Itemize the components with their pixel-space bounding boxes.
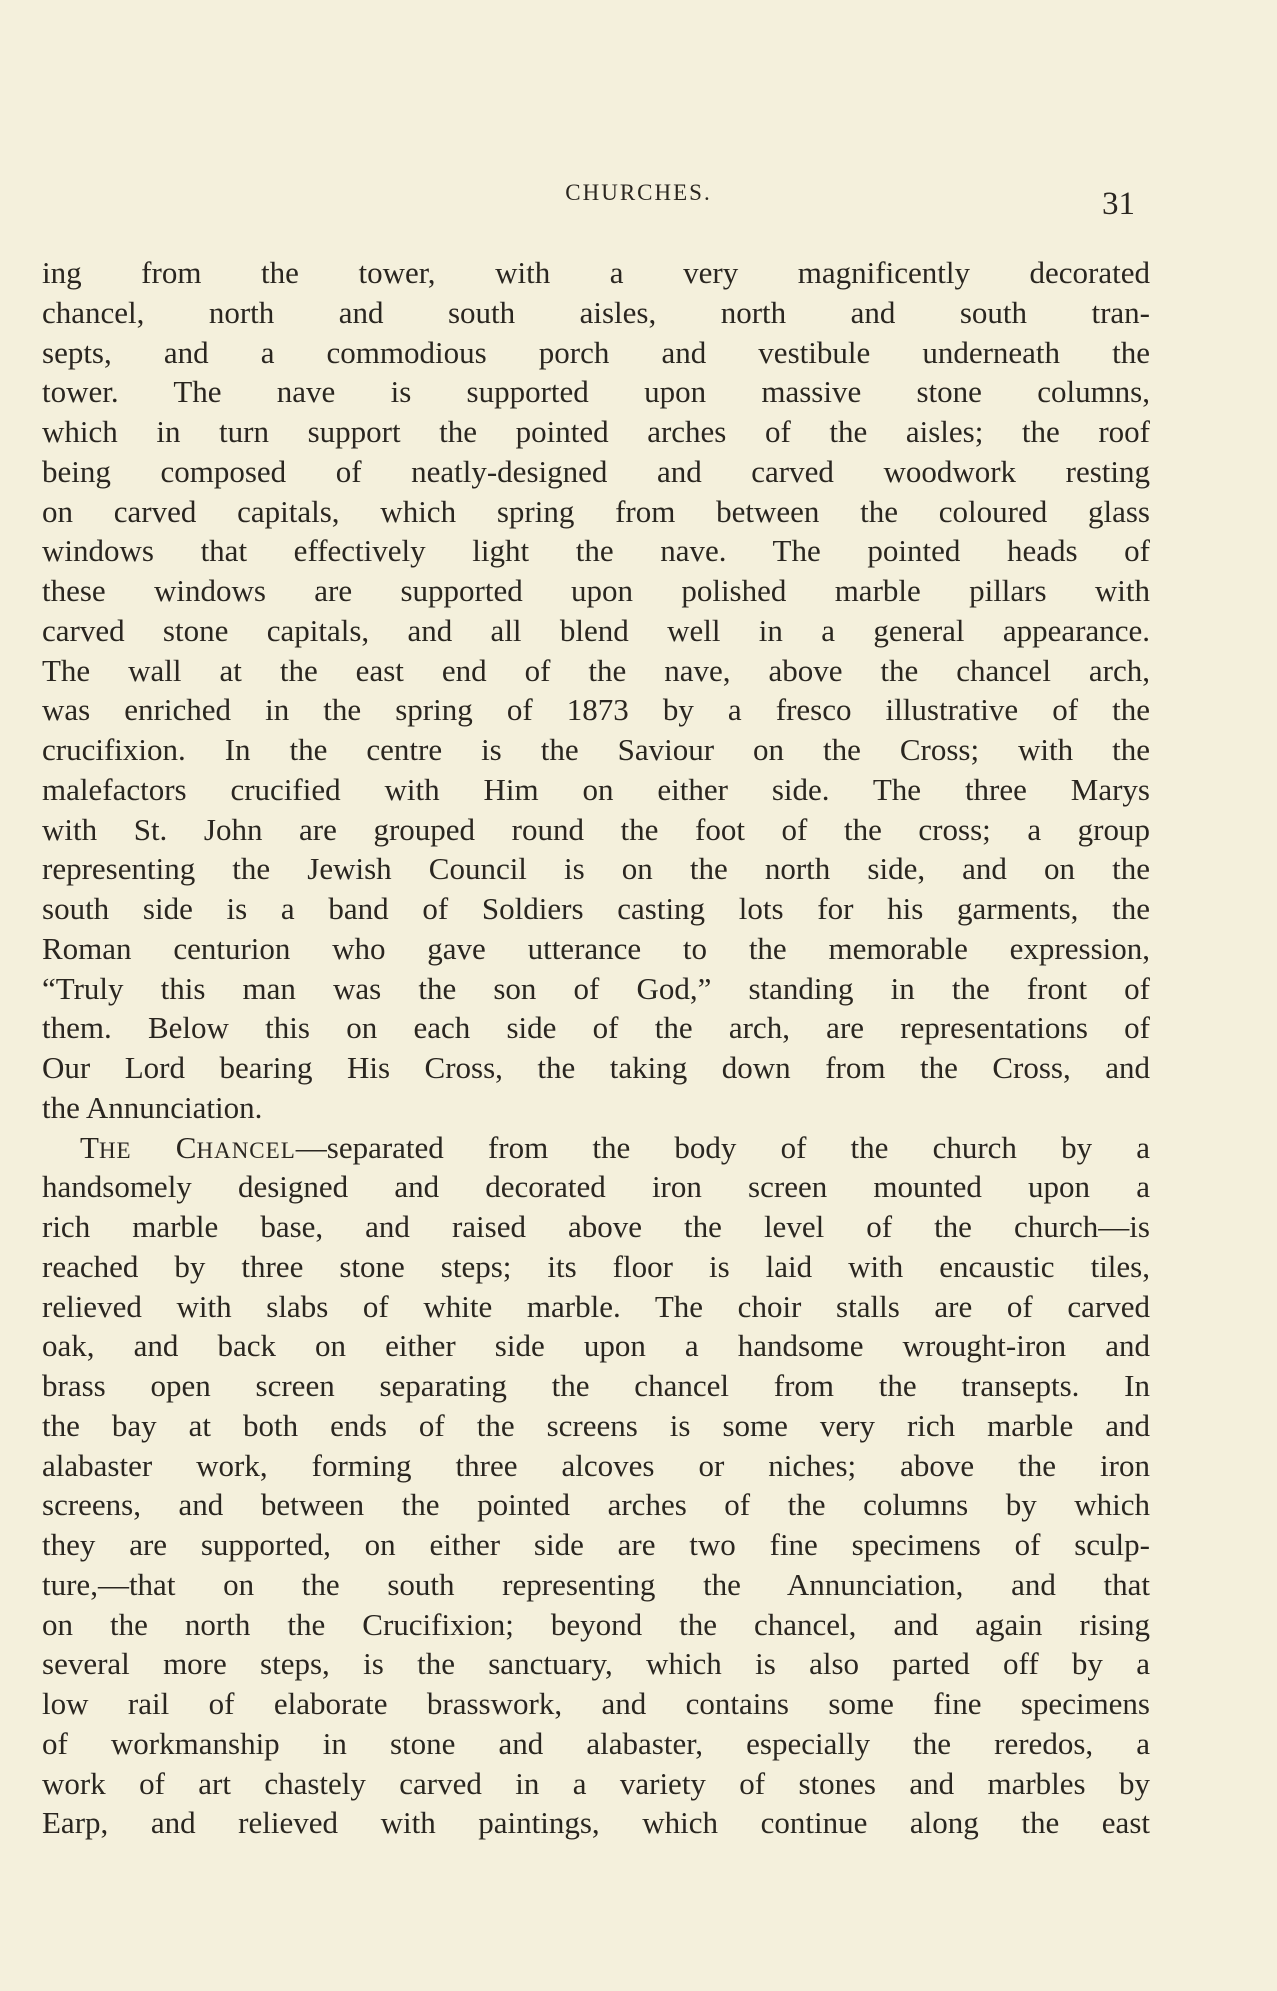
text-line: tower. The nave is supported upon massive stone columns,	[42, 374, 1150, 410]
text-line: chancel, north and south aisles, north and south tran-	[42, 294, 1150, 330]
text-line: on the north the Crucifixion; beyond the chancel, and again rising	[42, 1606, 1150, 1642]
text-line: being composed of neatly-designed and carved woodwork resting	[42, 453, 1150, 489]
text-line: ing from the tower, with a very magnificently decorated	[42, 255, 1150, 290]
heading-smallcaps: HE	[98, 1137, 132, 1163]
running-head	[0, 180, 1277, 220]
text-line: south side is a band of Soldiers casting lots for his garments, the	[42, 891, 1150, 926]
section-heading-line	[42, 1128, 1150, 1168]
text-line: representing the Jewish Council is on the north side, and on the	[42, 851, 1150, 887]
text-line: windows that effectively light the nave. The pointed heads of	[42, 533, 1150, 569]
text-line: of workmanship in stone and alabaster, especially the reredos, a	[42, 1725, 1150, 1761]
text-line: “Truly this man was the son of God,” standing in the front of	[42, 970, 1150, 1006]
text-line: was enriched in the spring of 1873 by a fresco illustrative of the	[42, 692, 1150, 728]
text-fragment: —separated from the body of the church by a	[295, 1129, 1151, 1165]
text-line: reached by three stone steps; its floor is laid with encaustic tiles,	[42, 1248, 1150, 1284]
text-line: several more steps, is the sanctuary, which is also parted off by a	[42, 1646, 1150, 1682]
text-line: ture,—that on the south representing the Annunciation, and that	[42, 1566, 1150, 1602]
text-line: The wall at the east end of the nave, above the chancel arch,	[42, 652, 1150, 688]
text-line: rich marble base, and raised above the level of the church—is	[42, 1209, 1150, 1244]
text-line: oak, and back on either side upon a handsome wrought-iron and	[42, 1328, 1150, 1364]
text-line: crucifixion. In the centre is the Saviour on the Cross; with the	[42, 732, 1150, 767]
text-line: which in turn support the pointed arches of the aisles; the roof	[42, 414, 1150, 449]
text-line: screens, and between the pointed arches of the columns by which	[42, 1487, 1150, 1523]
heading-cap: C	[175, 1129, 197, 1165]
text-line: the Annunciation.	[42, 1089, 263, 1125]
heading-smallcaps: HANCEL	[196, 1137, 296, 1163]
text-line: these windows are supported upon polished marble pillars with	[42, 573, 1150, 608]
running-title: CHURCHES.	[565, 180, 712, 205]
text-line: alabaster work, forming three alcoves or niches; above the iron	[42, 1447, 1150, 1483]
text-line: brass open screen separating the chancel from the transepts. In	[42, 1368, 1150, 1403]
text-line: Roman centurion who gave utterance to the memorable expression,	[42, 930, 1150, 966]
text-line: them. Below this on each side of the arch, are representations of	[42, 1010, 1150, 1046]
text-line: Our Lord bearing His Cross, the taking down from the Cross, and	[42, 1050, 1150, 1085]
text-line: carved stone capitals, and all blend well in a general appearance.	[42, 612, 1150, 648]
text-line: the bay at both ends of the screens is some very rich marble and	[42, 1407, 1150, 1443]
text-line: handsomely designed and decorated iron screen mounted upon a	[42, 1169, 1150, 1205]
text-line: they are supported, on either side are two fine specimens of sculp-	[42, 1527, 1150, 1562]
text-line: low rail of elaborate brasswork, and contains some fine specimens	[42, 1686, 1150, 1721]
heading-cap: T	[80, 1129, 99, 1165]
text-line: relieved with slabs of white marble. The choir stalls are of carved	[42, 1288, 1150, 1324]
text-line: with St. John are grouped round the foot of the cross; a group	[42, 811, 1150, 847]
body-text	[42, 253, 1150, 1843]
text-line: work of art chastely carved in a variety of stones and marbles by	[42, 1765, 1150, 1801]
text-line: on carved capitals, which spring from between the coloured glass	[42, 493, 1150, 529]
text-line: septs, and a commodious porch and vestibule underneath the	[42, 334, 1150, 370]
text-line: malefactors crucified with Him on either side. The three Marys	[42, 771, 1150, 807]
page-number: 31	[1102, 186, 1135, 222]
text-line: Earp, and relieved with paintings, which continue along the east	[42, 1805, 1150, 1841]
